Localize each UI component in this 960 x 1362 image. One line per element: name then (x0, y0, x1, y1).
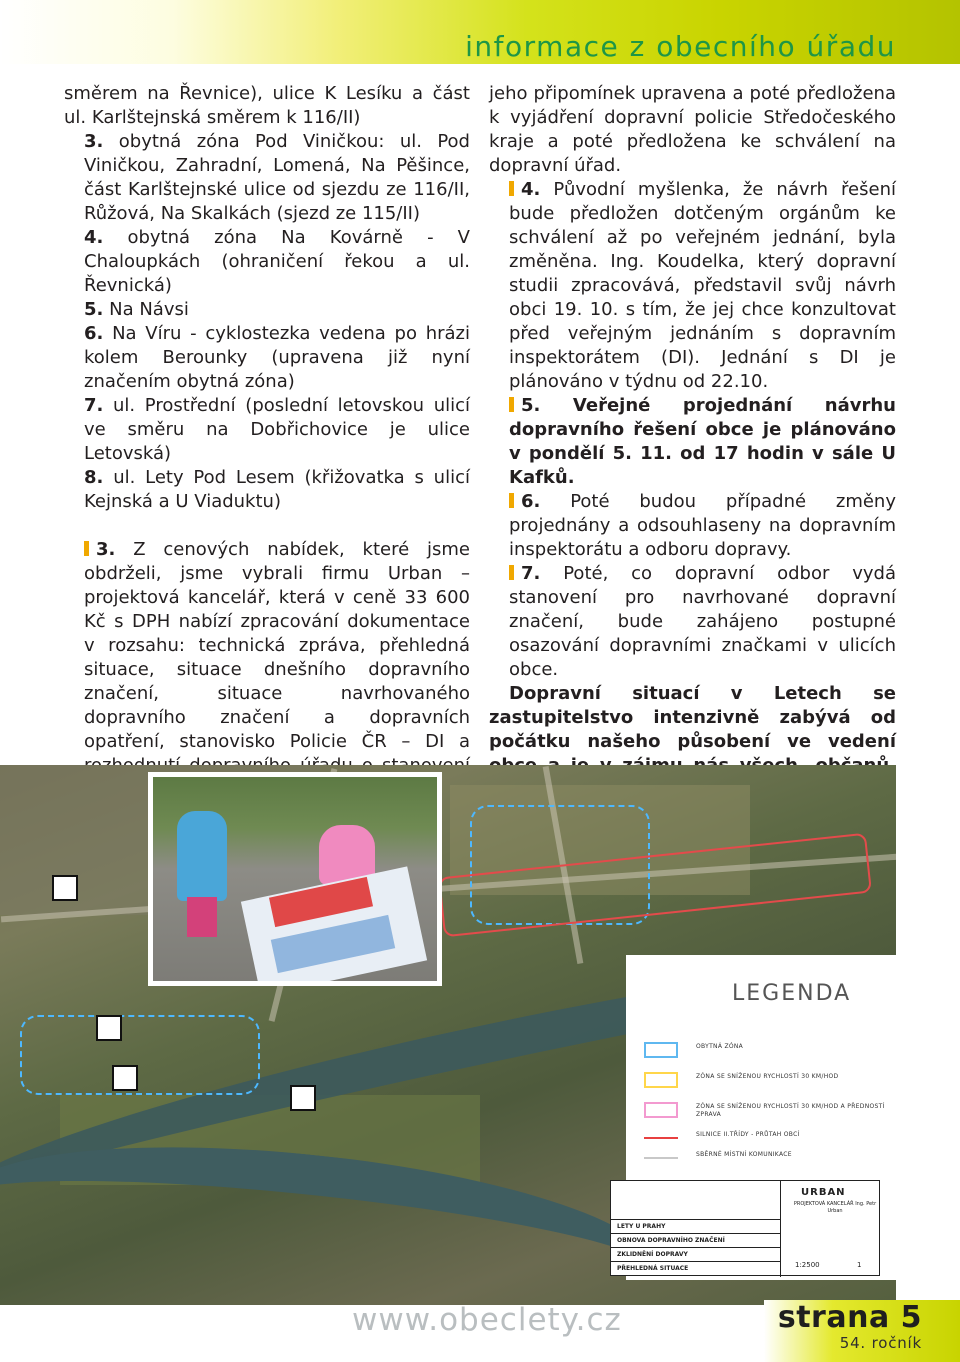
zone-item-3-num: 3. (84, 131, 104, 152)
map-traffic-sign (52, 875, 78, 901)
point-7 (489, 562, 896, 682)
child-figure (187, 897, 217, 937)
legend-item (644, 1127, 894, 1147)
legend-label: ZÓNA SE SNÍŽENOU RYCHLOSTÍ 30 KM/HOD (696, 1073, 839, 1080)
point-6-text: Poté budou případné změny projednány a odsouhlaseny na dopravním inspektorátu a odboru dopravy. (509, 491, 896, 560)
title-block-row: OBNOVA DOPRAVNÍHO ZNAČENÍ (617, 1237, 725, 1244)
right-column (489, 82, 896, 850)
legend-label: ZÓNA SE SNÍŽENOU RYCHLOSTÍ 30 KM/HOD A PŘEDNOSTÍ ZPRAVA (696, 1103, 885, 1118)
map-traffic-sign (112, 1065, 138, 1091)
bullet-mark (509, 397, 514, 412)
zone-item-4-num: 4. (84, 227, 104, 248)
point-4 (489, 178, 896, 394)
page-number: strana 5 (777, 1300, 922, 1335)
point-6-num: 6. (521, 491, 541, 512)
legend-swatch (644, 1102, 678, 1118)
map-traffic-sign (96, 1015, 122, 1041)
zone-item-8 (64, 466, 470, 514)
legend-item (644, 1069, 894, 1089)
bullet-mark (509, 181, 514, 196)
child-figure (177, 811, 227, 901)
website-url: www.obeclety.cz (352, 1302, 622, 1338)
bullet-mark (509, 493, 514, 508)
sheet-number: 1 (857, 1261, 862, 1269)
zone-item-7 (64, 394, 470, 466)
legend-swatch (644, 1042, 678, 1058)
closing-text: Dopravní situací v Letech se zastupitelstvo intenzivně zabývá od počátku našeho působení ve vedení (489, 683, 896, 752)
zone-item-5-text: Na Návsi (109, 299, 189, 320)
bullet-mark (509, 565, 514, 580)
point-3-num: 3. (96, 539, 116, 560)
zone-item-7-text: ul. Prostřední (poslední letovskou ulicí ve směru na Dobřichovice je ulice Letovská) (84, 395, 470, 464)
point-6 (489, 490, 896, 562)
bullet-mark (84, 541, 89, 556)
zone-item-3 (64, 130, 470, 226)
section-title: informace z obecního úřadu (465, 30, 896, 63)
drawing-scale: 1:2500 (795, 1261, 820, 1269)
legend-item (644, 1099, 894, 1119)
legend-swatch (644, 1072, 678, 1088)
zone-item-4-text: obytná zóna Na Kovárně - V Chaloupkách (ohraničení řekou a ul. Řevnická) (84, 227, 470, 296)
point-5 (489, 394, 896, 490)
zone-item-8-num: 8. (84, 467, 104, 488)
legend-swatch (644, 1157, 678, 1159)
children-photo (148, 772, 442, 986)
title-block-row: ZKLIDNĚNÍ DOPRAVY (617, 1251, 688, 1258)
legend-label: OBYTNÁ ZÓNA (696, 1043, 744, 1050)
point-5-text: Veřejné projednání návrhu dopravního řešení obce je plánováno v pondělí 5. 11. od 17 hodin v sále U Kafků. (509, 395, 896, 488)
point-4-text: Původní myšlenka, že návrh řešení bude předložen dotčeným orgánům ke schválení až po veřejném jednání, byla změněna. Ing. Koudelka, který dopravní studii zpracovává, představil svůj návrh obci 19. 10. s tím, že jej chce konzultovat před veřejným jednáním s dopravním inspektorátem (DI). Jednání s DI je plánováno v týdnu od 22.10. (509, 179, 896, 392)
legend-item (644, 1039, 894, 1059)
legend-item (644, 1147, 894, 1167)
map-traffic-sign (290, 1085, 316, 1111)
right-paragraph-1: jeho připomínek upravena a poté předložena k vyjádření dopravní policie Středočeského kraje a poté předložena ke schválení na dopravní úřad. (489, 83, 896, 176)
title-block-row: LETY U PRAHY (617, 1223, 666, 1230)
legend-label: SBĚRNÉ MÍSTNÍ KOMUNIKACE (696, 1151, 792, 1158)
legend-title: LEGENDA (732, 981, 852, 1006)
drawing-title-block (610, 1180, 880, 1276)
point-4-num: 4. (521, 179, 541, 200)
title-block-grid (611, 1181, 781, 1277)
point-7-num: 7. (521, 563, 541, 584)
company-subtitle: PROJEKTOVÁ KANCELÁŘ Ing. Petr Urban (793, 1201, 877, 1214)
point-7-text: Poté, co dopravní odbor vydá stanovení pro navrhované dopravní značení, bude zahájeno postupné osazování dopravními značkami v ulicích obce. (509, 563, 896, 680)
left-column (64, 82, 470, 850)
zone-item-3-text: obytná zóna Pod Viničkou: ul. Pod Viničkou, Zahradní, Lomená, Na Pěšince, část Karlštejnské ulice od sjezdu ze 116/II, Růžová, Na Skalkách (sjezd ze 115/II) (84, 131, 470, 224)
header-band (0, 0, 960, 64)
title-block-row: PŘEHLEDNÁ SITUACE (617, 1265, 689, 1272)
zone-item-7-num: 7. (84, 395, 104, 416)
zone-item-6-text: Na Víru - cyklostezka vedena po hrázi kolem Berounky (upravena již nyní značením obytná zóna) (84, 323, 470, 392)
company-name: URBAN (801, 1187, 846, 1198)
point-5-num: 5. (521, 395, 541, 416)
point-3-text: Z cenových nabídek, které jsme obdrželi, jsme vybrali firmu Urban – projektová kancelář, která v ceně 33 600 Kč s DPH nabízí zpracování dokumentace v rozsahu: technická zpráva, přehledná situace, situace dnešního dopravního značení, situace navrhovaného dopravního značení a dopravních opatření, stanovisko Policie ČR – DI a (84, 539, 470, 752)
zone-item-5-num: 5. (84, 299, 104, 320)
zone-item-8-text: ul. Lety Pod Lesem (křižovatka s ulicí Kejnská a U Viaduktu) (84, 467, 470, 512)
zone-item-5 (64, 298, 470, 322)
map-zone-outline (20, 1015, 260, 1095)
legend-swatch (644, 1137, 678, 1139)
children-photo-content (153, 777, 437, 981)
zone-item-4 (64, 226, 470, 298)
left-paragraph-1: směrem na Řevnice), ulice K Lesíku a část ul. Karlštejnská směrem k 116/II) (64, 83, 470, 128)
legend-label: SILNICE II.TŘÍDY - PRŮTAH OBCÍ (696, 1131, 800, 1138)
zone-item-6 (64, 322, 470, 394)
zone-item-6-num: 6. (84, 323, 104, 344)
issue-label: 54. ročník (839, 1334, 922, 1352)
